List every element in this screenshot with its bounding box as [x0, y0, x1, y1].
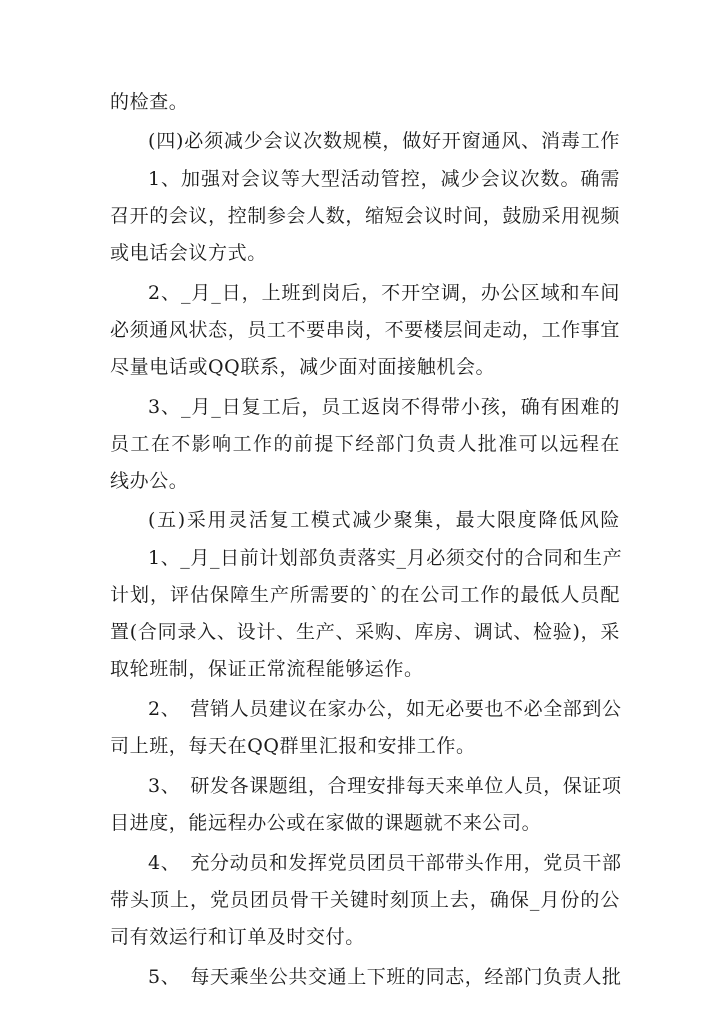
- paragraph-line: 司有效运行和订单及时交付。: [110, 926, 365, 948]
- paragraph-line: 2、 营销人员建议在家办公，如无必要也不必全部到公: [148, 698, 622, 720]
- paragraph-line: 5、 每天乘坐公共交通上下班的同志，经部门负责人批: [148, 966, 622, 988]
- paragraph-line: 目进度，能远程办公或在家做的课题就不来公司。: [110, 812, 542, 834]
- paragraph-line: 的检查。: [110, 91, 189, 113]
- section-heading-4: (四)必须减少会议次数规模，做好开窗通风、消毒工作: [148, 130, 620, 152]
- paragraph-line: 2、_月_日，上班到岗后，不开空调，办公区域和车间: [148, 282, 620, 304]
- paragraph-line: 取轮班制，保证正常流程能够运作。: [110, 658, 424, 680]
- paragraph-line: 或电话会议方式。: [110, 242, 267, 264]
- paragraph-line: 员工在不影响工作的前提下经部门负责人批准可以远程在: [110, 433, 620, 455]
- paragraph-line: 1、加强对会议等大型活动管控，减少会议次数。确需: [148, 168, 620, 190]
- paragraph-line: 尽量电话或QQ联系，减少面对面接触机会。: [110, 356, 496, 378]
- paragraph-line: 计划，评估保障生产所需要的`的在公司工作的最低人员配: [110, 584, 620, 606]
- paragraph-line: 3、 研发各课题组，合理安排每天来单位人员，保证项: [148, 775, 622, 797]
- paragraph-line: 3、_月_日复工后，员工返岗不得带小孩，确有困难的: [148, 396, 620, 418]
- paragraph-line: 召开的会议，控制参会人数，缩短会议时间，鼓励采用视频: [110, 205, 620, 227]
- paragraph-line: 线办公。: [110, 470, 189, 492]
- paragraph-line: 4、 充分动员和发挥党员团员干部带头作用，党员干部: [148, 852, 622, 874]
- section-heading-5: (五)采用灵活复工模式减少聚集，最大限度降低风险: [148, 509, 620, 531]
- paragraph-line: 司上班，每天在QQ群里汇报和安排工作。: [110, 735, 476, 757]
- paragraph-line: 置(合同录入、设计、生产、采购、库房、调试、检验)，采: [110, 621, 620, 643]
- paragraph-line: 必须通风状态，员工不要串岗，不要楼层间走动，工作事宜: [110, 319, 620, 341]
- paragraph-line: 1、_月_日前计划部负责落实_月必须交付的合同和生产: [148, 547, 623, 569]
- paragraph-line: 带头顶上，党员团员骨干关键时刻顶上去，确保_月份的公: [110, 889, 620, 911]
